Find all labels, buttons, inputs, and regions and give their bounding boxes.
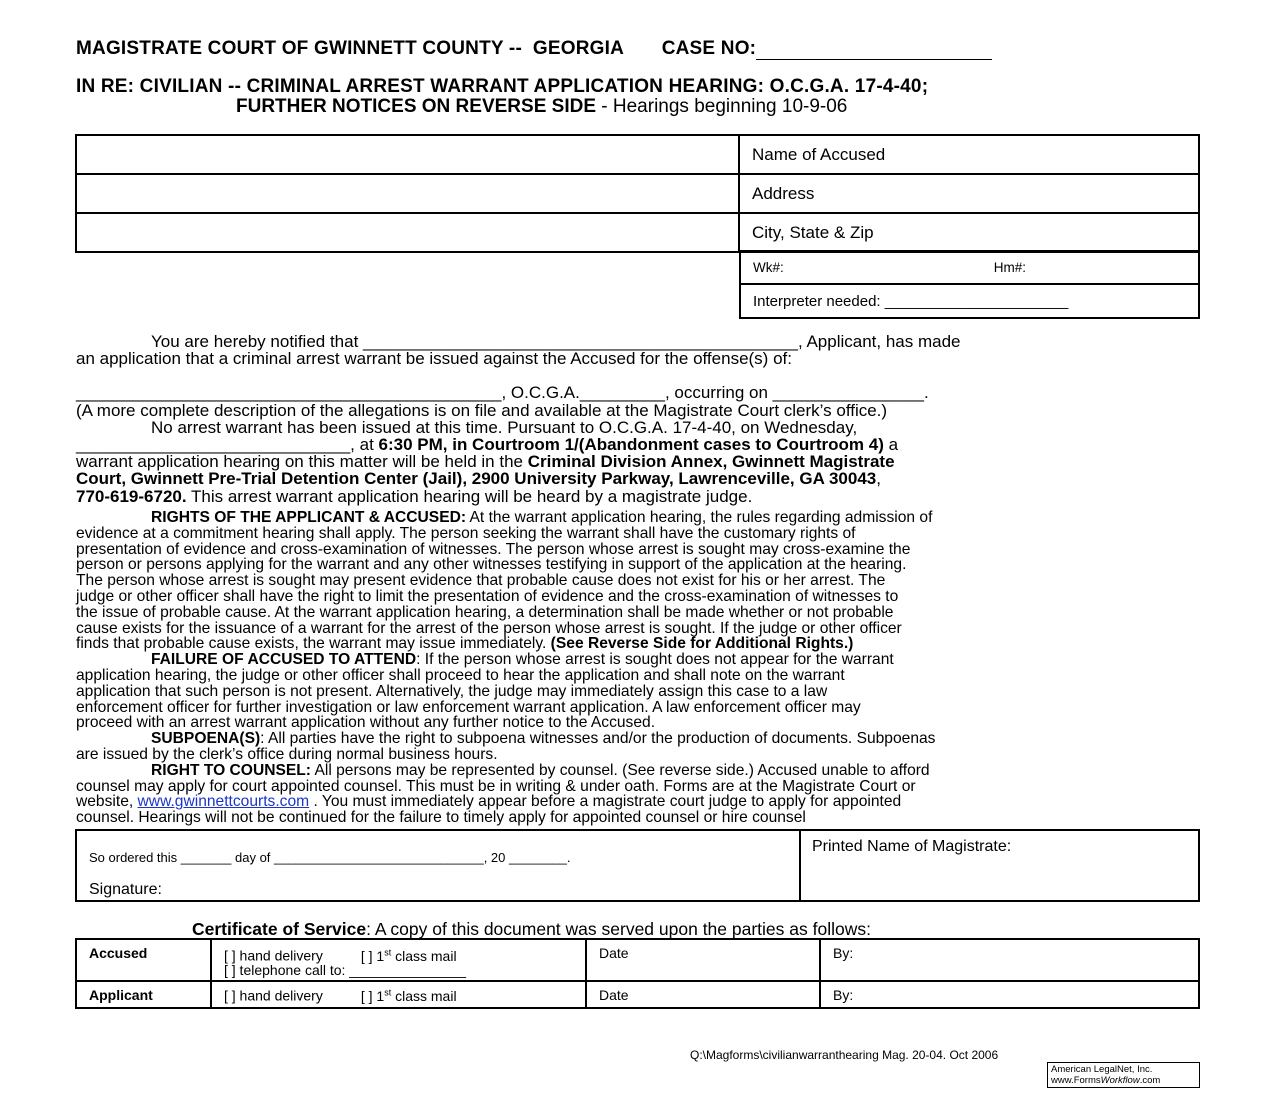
- hand-delivery-checkbox[interactable]: [ ] hand delivery: [224, 947, 323, 964]
- mail-label-rest: class mail: [391, 987, 457, 1004]
- counsel-line: All persons may be represented by counsel. (See reverse side.) Accused unable to afford: [310, 761, 930, 779]
- legalnet-stamp: [1047, 1062, 1200, 1088]
- case-no-field[interactable]: [756, 42, 992, 60]
- failure-line: application hearing, the judge or other officer shall proceed to hear the application and shall note on the warrant: [76, 666, 845, 684]
- stamp-company: American LegalNet, Inc.: [1051, 1064, 1153, 1075]
- failure-line: enforcement officer for further investigation or law enforcement warrant application. A law enforcement officer may: [76, 698, 861, 716]
- hearings-beginning: - Hearings beginning 10-9-06: [596, 96, 848, 117]
- rights-line: the issue of probable cause. At the warrant application hearing, a determination shall be made whether or not probable: [76, 603, 894, 621]
- notice-location-annex: Criminal Division Annex, Gwinnett Magistrate: [527, 452, 895, 472]
- counsel-line: website,: [76, 793, 138, 811]
- notice-time-courtroom: 6:30 PM, in Courtroom 1/(Abandonment cases to Courtroom 4): [378, 435, 884, 455]
- name-of-accused-field[interactable]: [76, 135, 739, 174]
- rights-section: [76, 510, 1206, 826]
- notice-location-intro: warrant application hearing on this matter will be held in the: [76, 452, 528, 472]
- service-table: [75, 938, 1200, 1009]
- stamp-url-a: www.Forms: [1051, 1075, 1101, 1086]
- stamp-url: [1051, 1075, 1199, 1086]
- phone-row[interactable]: [740, 251, 1199, 284]
- first-class-mail-checkbox[interactable]: [361, 988, 457, 1004]
- rights-line: presentation of evidence and cross-examination of witnesses. The person whose arrest is sought may cross-examine the: [76, 540, 911, 558]
- notice-offense-line: an application that a criminal arrest warrant be issued against the Accused for the offense(s) of:: [76, 349, 792, 369]
- mail-sup: st: [384, 947, 392, 957]
- party-applicant: Applicant: [76, 981, 211, 1008]
- rights-line: evidence at a commitment hearing shall apply. The person seeking the warrant shall have the customary rights of: [76, 524, 856, 542]
- phone-interpreter-table: [739, 250, 1200, 319]
- party-accused: Accused: [76, 939, 211, 981]
- notice-address: Court, Gwinnett Pre-Trial Detention Center (Jail), 2900 University Parkway, Lawrenceville, GA 30043: [76, 469, 877, 489]
- notice-description-line: (A more complete description of the allegations is on file and available at the Magistrate Court clerk’s office.): [76, 400, 888, 420]
- counsel-line: counsel may apply for court appointed counsel. This must be in writing & under oath. Forms are at the Magistrate Court or: [76, 777, 916, 795]
- accused-info-table: [75, 134, 1200, 253]
- notice-no-warrant-line: No arrest warrant has been issued at this time. Pursuant to O.C.G.A. 17-4-40, on Wednesday,: [151, 417, 858, 437]
- counsel-line: counsel. Hearings will not be continued for the failure to timely apply for appointed counsel or hire counsel: [76, 809, 806, 827]
- rights-line: cause exists for the issuance of a warrant for the arrest of the person whose arrest is sought. If the judge or other officer: [76, 619, 902, 637]
- rights-heading: RIGHTS OF THE APPLICANT & ACCUSED:: [151, 509, 467, 526]
- address-label: Address: [739, 174, 1199, 213]
- mail-label-rest: class mail: [391, 947, 457, 964]
- address-field[interactable]: [76, 174, 739, 213]
- failure-heading: FAILURE OF ACCUSED TO ATTEND: [151, 651, 417, 669]
- notice-applicant-line: You are hereby notified that ______________________________________________, Applicant, has made: [151, 332, 961, 351]
- notice-ocga-line: _____________________________________________, O.C.G.A._________, occurring on ________________.: [76, 383, 929, 403]
- hm-phone-label: Hm#:: [993, 260, 1027, 275]
- form-path: Q:\Magforms\civilianwarranthearing Mag. 20-04. Oct 2006: [690, 1048, 999, 1062]
- notice-body: [76, 333, 1206, 505]
- notice-comma: ,: [876, 469, 881, 489]
- rights-line: At the warrant application hearing, the rules regarding admission of: [466, 509, 933, 526]
- rights-reverse-side: (See Reverse Side for Additional Rights.): [546, 635, 854, 653]
- stamp-url-c: .com: [1139, 1075, 1161, 1086]
- gwinnettcourts-link[interactable]: www.gwinnettcourts.com: [137, 793, 310, 811]
- further-notices: FURTHER NOTICES ON REVERSE SIDE: [236, 96, 596, 117]
- hand-delivery-checkbox[interactable]: [ ] hand delivery: [224, 987, 323, 1004]
- service-row-accused: [76, 939, 1199, 981]
- subpoena-line: are issued by the clerk’s office during normal business hours.: [76, 745, 498, 763]
- rights-line: judge or other officer shall have the right to limit the presentation of evidence and the cross-examination of witnesses to: [76, 587, 899, 605]
- by-field-accused[interactable]: By:: [820, 939, 1199, 981]
- date-field-applicant[interactable]: Date: [586, 981, 820, 1008]
- counsel-heading: RIGHT TO COUNSEL:: [151, 761, 311, 779]
- subpoena-heading: SUBPOENA(S): [151, 730, 261, 748]
- signature-label: Signature:: [89, 881, 162, 898]
- name-of-accused-label: Name of Accused: [739, 135, 1199, 174]
- notice-judge-line: This arrest warrant application hearing will be heard by a magistrate judge.: [186, 486, 753, 506]
- date-field-accused[interactable]: Date: [586, 939, 820, 981]
- court-name: MAGISTRATE COURT OF GWINNETT COUNTY -- GEORGIA: [76, 38, 624, 59]
- title-line-2: [236, 96, 847, 118]
- rights-line: person or persons applying for the warrant and any other witnesses testifying in support of the application at the hearing.: [76, 556, 907, 574]
- certificate-title: [192, 919, 871, 940]
- counsel-line: . You must immediately appear before a magistrate court judge to apply for appointed: [309, 793, 902, 811]
- printed-name-label: Printed Name of Magistrate:: [812, 838, 1012, 855]
- service-method-accused: [211, 939, 586, 981]
- city-state-zip-field[interactable]: [76, 213, 739, 252]
- service-method-applicant: [211, 981, 586, 1008]
- wk-phone-label: Wk#:: [753, 260, 784, 275]
- mail-label: [ ] 1: [360, 947, 385, 964]
- mail-sup: st: [384, 987, 392, 997]
- stamp-url-b: Workflow: [1100, 1075, 1140, 1086]
- notice-date-blank: _____________________________, at: [76, 435, 379, 455]
- telephone-checkbox[interactable]: [ ] telephone call to: _______________: [224, 961, 467, 978]
- failure-line: application that such person is not present. Alternatively, the judge may immediately assign this case to a law: [76, 682, 828, 700]
- order-table: [75, 829, 1200, 902]
- notice-phone: 770-619-6720.: [76, 486, 187, 506]
- interpreter-needed[interactable]: Interpreter needed: ______________________: [740, 284, 1199, 318]
- notice-a: a: [883, 435, 899, 455]
- by-field-applicant[interactable]: By:: [820, 981, 1199, 1008]
- court-heading: [76, 38, 992, 60]
- rights-line: The person whose arrest is sought may present evidence that probable cause does not exist for his or her arrest. The: [76, 572, 886, 590]
- rights-line: finds that probable cause exists, the warrant may issue immediately.: [76, 635, 547, 653]
- mail-label: [ ] 1: [360, 987, 385, 1004]
- order-signature-cell[interactable]: [76, 830, 800, 901]
- so-ordered-line: So ordered this _______ day of _____________________________, 20 ________.: [89, 850, 571, 865]
- failure-line: proceed with an arrest warrant application without any further notice to the Accused.: [76, 714, 656, 732]
- certificate-description: : A copy of this document was served upon the parties as follows:: [366, 919, 871, 939]
- service-row-applicant: [76, 981, 1199, 1008]
- city-state-zip-label: City, State & Zip: [739, 213, 1199, 252]
- printed-name-cell[interactable]: [800, 830, 1199, 901]
- certificate-of-service-heading: Certificate of Service: [192, 919, 367, 939]
- failure-line: : If the person whose arrest is sought does not appear for the warrant: [416, 651, 894, 669]
- subpoena-line: : All parties have the right to subpoena witnesses and/or the production of documents. Subpoenas: [260, 730, 936, 748]
- case-no-label: CASE NO:: [661, 38, 757, 59]
- title-line-1: IN RE: CIVILIAN -- CRIMINAL ARREST WARRANT APPLICATION HEARING: O.C.G.A. 17-4-40;: [76, 76, 929, 97]
